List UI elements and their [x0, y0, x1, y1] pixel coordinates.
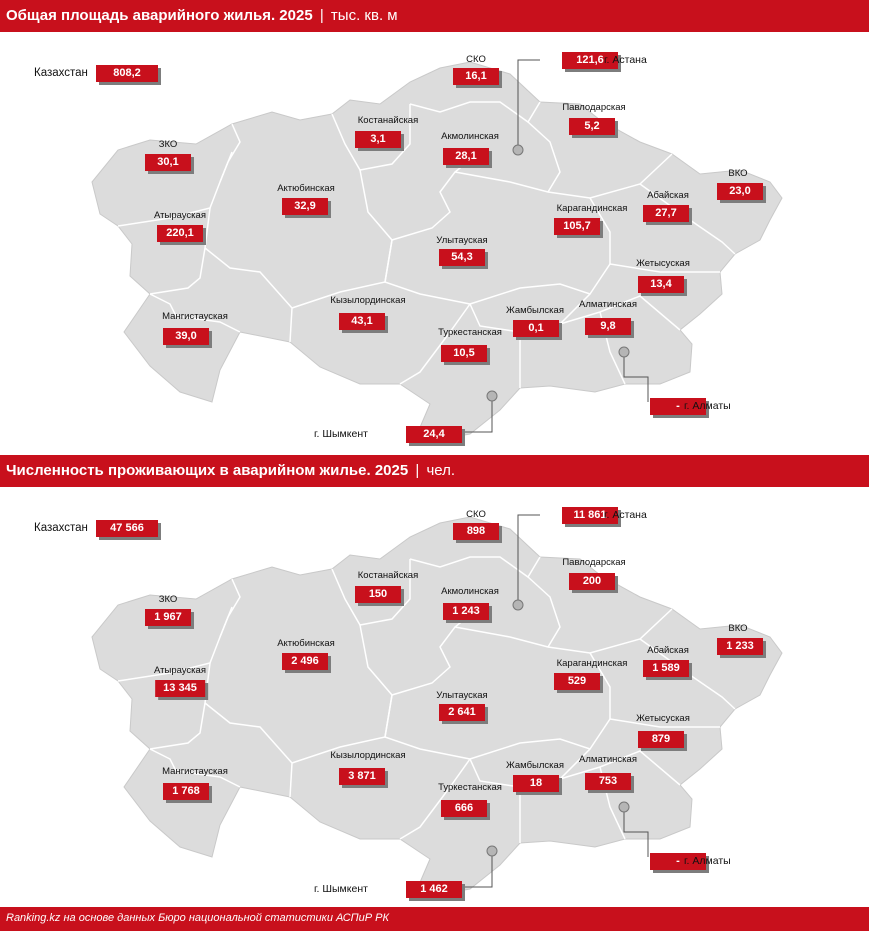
region-label: Жамбылская — [506, 305, 564, 316]
region-value: 105,7 — [554, 218, 600, 235]
city-marker — [487, 391, 497, 401]
total-value: 47 566 — [96, 520, 158, 537]
city-value: 121,6 — [562, 52, 618, 69]
region-label: Атырауская — [154, 665, 206, 676]
region-value: 0,1 — [513, 320, 559, 337]
region-label: Мангистауская — [162, 311, 228, 322]
region-value: 18 — [513, 775, 559, 792]
kazakhstan-map — [0, 487, 869, 907]
total-value: 808,2 — [96, 65, 158, 82]
region-label: ВКО — [728, 168, 748, 179]
region-label: Кызылординская — [330, 750, 406, 761]
region-label: Алматинская — [579, 299, 637, 310]
region-value: 898 — [453, 523, 499, 540]
region-label: Туркестанская — [438, 782, 502, 793]
map-panel-population — [0, 487, 869, 907]
total-label: Казахстан — [34, 522, 88, 534]
region-label: Актюбинская — [277, 638, 335, 649]
source-footer — [0, 907, 869, 931]
region-label: Павлодарская — [562, 102, 626, 113]
region-label: Мангистауская — [162, 766, 228, 777]
region-label: Костанайская — [357, 570, 419, 581]
region-value: 28,1 — [443, 148, 489, 165]
region-label: Алматинская — [579, 754, 637, 765]
source-text: Ranking.kz на основе данных Бюро национальной статистики АСПиР РК — [6, 912, 389, 924]
city-value: 24,4 — [406, 426, 462, 443]
region-label: Улытауская — [436, 690, 488, 701]
region-label: Акмолинская — [441, 586, 499, 597]
map-title-bar-population — [0, 455, 869, 487]
city-label: г. Шымкент — [314, 428, 368, 440]
map-title-bar-area — [0, 0, 869, 32]
region-label: Кызылординская — [330, 295, 406, 306]
region-value: 3 871 — [339, 768, 385, 785]
city-label: г. Астана — [604, 54, 647, 66]
kazakhstan-map — [0, 32, 869, 452]
region-label: Туркестанская — [438, 327, 502, 338]
region-label: ВКО — [728, 623, 748, 634]
city-label: г. Астана — [604, 509, 647, 521]
city-marker — [487, 846, 497, 856]
region-value: 220,1 — [157, 225, 203, 242]
region-value: 5,2 — [569, 118, 615, 135]
title-unit: тыс. кв. м — [330, 7, 398, 24]
country-outline — [92, 517, 782, 895]
region-value: 23,0 — [717, 183, 763, 200]
region-label: ЗКО — [158, 139, 178, 150]
city-value: 1 462 — [406, 881, 462, 898]
region-value: 13,4 — [638, 276, 684, 293]
region-value: 1 243 — [443, 603, 489, 620]
region-label: ЗКО — [158, 594, 178, 605]
region-value: 9,8 — [585, 318, 631, 335]
region-value: 3,1 — [355, 131, 401, 148]
city-value: - — [650, 853, 706, 870]
region-value: 879 — [638, 731, 684, 748]
title-separator: | — [319, 7, 324, 24]
region-value: 1 589 — [643, 660, 689, 677]
region-label: Жетысуская — [636, 713, 690, 724]
title-text: Общая площадь аварийного жилья. 2025 — [6, 7, 313, 24]
region-label: Жамбылская — [506, 760, 564, 771]
city-label: г. Алматы — [684, 855, 731, 867]
region-value: 2 641 — [439, 704, 485, 721]
region-label: Павлодарская — [562, 557, 626, 568]
region-value: 529 — [554, 673, 600, 690]
region-label: Актюбинская — [277, 183, 335, 194]
region-value: 30,1 — [145, 154, 191, 171]
region-label: Карагандинская — [556, 658, 628, 669]
region-label: Абайская — [647, 190, 689, 201]
region-label: Жетысуская — [636, 258, 690, 269]
city-label: г. Шымкент — [314, 883, 368, 895]
region-value: 1 768 — [163, 783, 209, 800]
region-label: Абайская — [647, 645, 689, 656]
region-value: 43,1 — [339, 313, 385, 330]
region-value: 32,9 — [282, 198, 328, 215]
city-value: - — [650, 398, 706, 415]
map-panel-area — [0, 32, 869, 452]
region-value: 13 345 — [155, 680, 205, 697]
region-label: Улытауская — [436, 235, 488, 246]
region-value: 753 — [585, 773, 631, 790]
map-title — [6, 7, 398, 24]
region-label: Акмолинская — [441, 131, 499, 142]
city-marker — [513, 145, 523, 155]
city-marker — [513, 600, 523, 610]
city-marker — [619, 347, 629, 357]
region-label: Костанайская — [357, 115, 419, 126]
title-unit: чел. — [426, 462, 456, 479]
region-value: 16,1 — [453, 68, 499, 85]
country-outline — [92, 62, 782, 440]
region-value: 39,0 — [163, 328, 209, 345]
region-value: 200 — [569, 573, 615, 590]
region-value: 666 — [441, 800, 487, 817]
region-value: 54,3 — [439, 249, 485, 266]
region-value: 1 233 — [717, 638, 763, 655]
region-value: 10,5 — [441, 345, 487, 362]
region-value: 2 496 — [282, 653, 328, 670]
city-label: г. Алматы — [684, 400, 731, 412]
title-separator: | — [415, 462, 420, 479]
region-value: 27,7 — [643, 205, 689, 222]
map-title — [6, 462, 455, 479]
city-value: 11 861 — [562, 507, 618, 524]
region-value: 150 — [355, 586, 401, 603]
region-label: СКО — [466, 54, 486, 65]
title-text: Численность проживающих в аварийном жилье. 2025 — [6, 462, 409, 479]
city-marker — [619, 802, 629, 812]
region-label: СКО — [466, 509, 486, 520]
region-label: Карагандинская — [556, 203, 628, 214]
total-label: Казахстан — [34, 67, 88, 79]
region-label: Атырауская — [154, 210, 206, 221]
region-value: 1 967 — [145, 609, 191, 626]
